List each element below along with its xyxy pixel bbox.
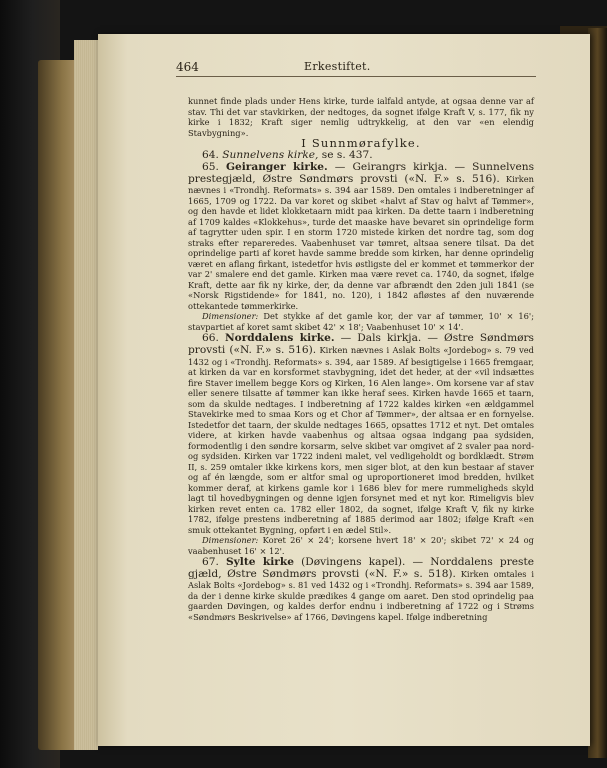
running-title: Erkestiftet. — [304, 60, 371, 73]
page-number: 464 — [176, 60, 199, 74]
entry-text: Kirken nævnes i Aslak Bolts «Jordebog» s. 79 ved 1432 og i «Trondhj. Reformats» s. 394, aar 1589. Af besigtigelse i 1665 fremgaar, at kirken da var en korsformet stavbygning, idet det heder, at der «vil indsættes fire Staver imellem begge Kors og Kirken, 16 Alen lange». Om korsene var af stav eller senere tilsatte af tømmer kan ikke heraf sees. Kirken havde 1665 et taarn, som da skulde nedtages. I indberetning af 1722 kaldes kirken «en ældgammel Stavekirke med to smaa Kors og et Chor af Tømmer», der altsaa er en fornyelse. Istedetfor det taarn, der skulde nedtages 1665, opsattes 1712 et nyt. Det omtales videre, at kirken havde vaabenhus og altsaa ogsaa indgang paa sydsiden, formodentlig i den søndre korsarm, selve skibet var omgivet af 2 svaler paa nord- og sydsiden. Kirken var 1722 indeni malet, vel vedligeholdt og bordklædt. Strøm II, s. 259 omtaler ikke kirkens kors, men siger blot, at den kun bestaar af staver og af én længde, som er altfor smal og uproportioneret imod bredden, hvilket kommer deraf, at kirkens gamle kor i 1686 blev for mere rummeligheds skyld lagt til hovedbygningen og denne igjen forsynet med et nyt kor. Rimeligvis blev kirken revet enten ca. 1782 eller 1802, da sognet, ifølge Kraft V, fik ny kirke 1782, ifølge prestens indberetning af 1885 derimod aar 1802; ifølge Kraft «en smuk ottekantet Bygning, opført i en ædel Stil». — [188, 345, 534, 535]
entry-65-dimensions — [188, 311, 534, 332]
page-header — [176, 60, 536, 78]
entry-title: Sylte kirke — [226, 556, 294, 569]
book-right-edge — [588, 28, 607, 758]
dimensions-label: Dimensioner: — [202, 535, 259, 546]
entry-title: Sunnelvens kirke, — [222, 148, 319, 161]
page-body — [188, 96, 534, 622]
section-heading: I Sunnmørafylke. — [301, 136, 421, 150]
entry-64 — [188, 149, 534, 161]
entry-number: 65. — [202, 160, 219, 173]
page-stack — [74, 40, 98, 750]
header-rule — [176, 76, 536, 77]
entry-lead-text: — Dals kirkja. — Østre Søndmørs provsti («N. F.» s. 516). — [188, 332, 534, 357]
back-cover-edge — [38, 60, 78, 750]
intro-paragraph: kunnet finde plads under Hens kirke, turde ialfald antyde, at ogsaa denne var af stav. Thi det var stavkirken, der nedtoges, da sognet ifølge Kraft V, s. 177, fik ny kirke i 1832; Kraft siger nemlig udtrykkelig, at den var «en elendig Stavbygning». — [188, 96, 534, 138]
entry-number: 67. — [202, 556, 219, 569]
entry-number: 66. — [202, 332, 219, 345]
dimensions-text: Koret 26' × 24'; korsene hvert 18' × 20'; skibet 72' × 24 og vaabenhuset 16' × 12'. — [188, 535, 534, 556]
entry-lead-text: (Døvingens kapel). — Norddalens preste gjæld, Østre Søndmørs provsti («N. F.» s. 518). — [188, 556, 534, 581]
entry-number: 64. — [202, 148, 219, 161]
entry-66 — [188, 332, 534, 535]
entry-65 — [188, 161, 534, 311]
entry-text: Kirken omtales i Aslak Bolts «Jordebog» s. 81 ved 1432 og i «Trondhj. Reformats» s. 394 aar 1589, da der i denne kirke skulde prædikes 4 gange om aaret. Den stod oprindelig paa gaarden Døvingen, og kaldes derfor endnu i indberetning af 1722 og i Strøms «Søndmørs Beskrivelse» af 1766, Døvingens kapel. Ifølge indberetning — [188, 569, 534, 622]
entry-text: Kirken nævnes i «Trondhj. Reformats» s. 394 aar 1589. Den omtales i indberetninger af 1665, 1709 og 1722. Da var koret og skibet «halvt af Stav og halvt af Tømmer», og den havde et lidet klokketaarn midt paa kirken. Da dette taarn i indberetning af 1709 kaldes «Klokkehus», turde det maaske have bevaret sin oprindelige form af tagrytter uden spir. I en storm 1720 mistede kirken det nordre tag, som dog straks efter repareredes. Vaabenhuset var tømret, altsaa senere tilsat. Da det oprindelige parti af koret havde samme bredde som kirken, har denne oprindelig været en aflang firkant, istedetfor hvis østligste del er kommet et tømmerkor der var 2' smalere end det gamle. Kirken maa være revet ca. 1740, da sognet, ifølge Kraft, dette aar fik ny kirke, der, da denne var afbrændt den 2den juli 1841 (se «Norsk Rigstidende» for 1841, no. 120), i 1842 afløstes af den nuværende ottekantede tømmerkirke. — [188, 173, 534, 311]
dimensions-text: Det stykke af det gamle kor, der var af tømmer, 10' × 16'; stavpartiet af koret samt skibet 42' × 18'; Vaabenhuset 10' × 14'. — [188, 311, 534, 332]
dimensions-label: Dimensioner: — [202, 311, 259, 322]
entry-lead-text: — Geirangrs kirkja. — Sunnelvens prestegjæld, Østre Søndmørs provsti («N. F.» s. 516). — [188, 160, 535, 185]
entry-text: se s. 437. — [318, 148, 373, 161]
entry-title: Geiranger kirke. — [225, 160, 328, 173]
entry-title: Norddalens kirke. — [224, 332, 335, 345]
entry-67 — [188, 556, 534, 622]
entry-66-dimensions — [188, 535, 534, 556]
